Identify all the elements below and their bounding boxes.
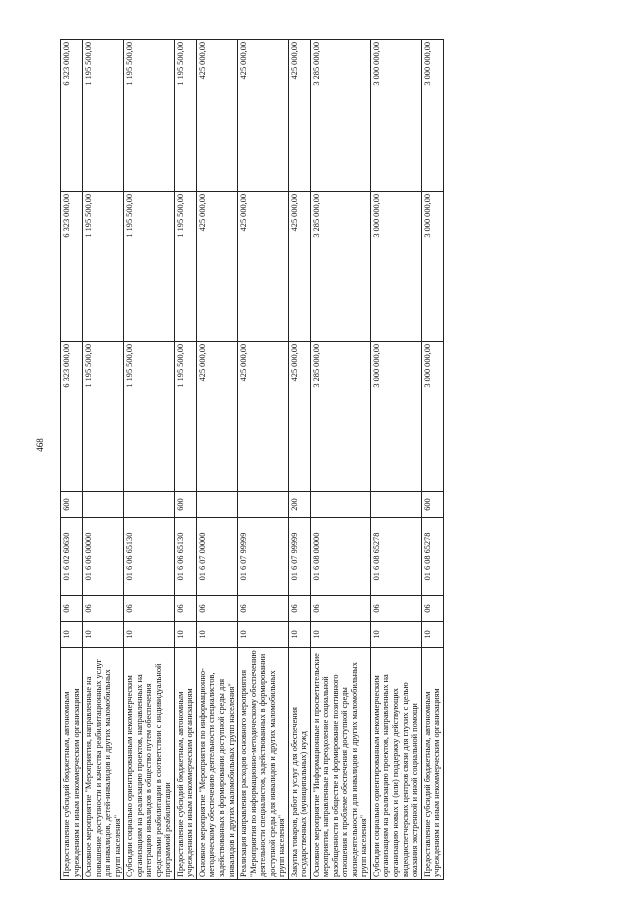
table-body [61, 40, 444, 880]
row-expense-type: 600 [61, 492, 83, 518]
row-section: 10 [124, 622, 175, 648]
row-amount-1: 425 000,00 [288, 342, 310, 492]
row-subsection: 06 [83, 596, 124, 622]
row-description: Основное мероприятие "Мероприятия, направленные на повышение доступности и качества реабилитационных услуг для инвалидов, детей-инвалидов и других маломобильных групп населения" [83, 648, 124, 880]
row-expense-type [196, 492, 237, 518]
row-amount-2: 1 195 500,00 [83, 192, 124, 342]
row-section: 10 [421, 622, 443, 648]
row-subsection: 06 [61, 596, 83, 622]
row-amount-2: 1 195 500,00 [124, 192, 175, 342]
row-amount-2: 425 000,00 [288, 192, 310, 342]
row-amount-2: 425 000,00 [196, 192, 237, 342]
row-description: Предоставление субсидий бюджетным, автономным учреждениям и иным некоммерческим организациям [421, 648, 443, 880]
table-row [288, 40, 310, 880]
row-amount-1: 1 195 500,00 [83, 342, 124, 492]
row-target-article: 01 6 06 65130 [124, 518, 175, 596]
row-expense-type [370, 492, 421, 518]
row-amount-1: 1 195 500,00 [124, 342, 175, 492]
row-amount-2: 3 000 000,00 [370, 192, 421, 342]
row-amount-3: 3 000 000,00 [421, 40, 443, 192]
table-row [83, 40, 124, 880]
row-section: 10 [83, 622, 124, 648]
row-subsection: 06 [174, 596, 196, 622]
row-target-article: 01 6 08 65278 [421, 518, 443, 596]
row-amount-1: 1 195 500,00 [174, 342, 196, 492]
row-subsection: 06 [288, 596, 310, 622]
row-amount-1: 3 000 000,00 [370, 342, 421, 492]
row-target-article: 01 6 08 65278 [370, 518, 421, 596]
row-section: 10 [61, 622, 83, 648]
row-amount-3: 6 323 000,00 [61, 40, 83, 192]
row-expense-type [310, 492, 370, 518]
row-section: 10 [174, 622, 196, 648]
table-row [124, 40, 175, 880]
row-subsection: 06 [370, 596, 421, 622]
table-row [196, 40, 237, 880]
row-amount-3: 425 000,00 [196, 40, 237, 192]
row-description: Реализация направления расходов основного мероприятия "Мероприятия по информационно-методическому обеспечению деятельности специалистов, задействованных в формировании доступной среды для инвалидов и других маломобильных групп населения" [238, 648, 289, 880]
row-amount-2: 1 195 500,00 [174, 192, 196, 342]
row-amount-3: 1 195 500,00 [124, 40, 175, 192]
row-section: 10 [196, 622, 237, 648]
row-subsection: 06 [124, 596, 175, 622]
row-description: Субсидии социально ориентированным некоммерческим организациям на реализацию проектов, направленных на интеграцию инвалидов в общество путем обеспечения средствами реабилитации в соответствии с индивидуальной программой реабилитации [124, 648, 175, 880]
row-amount-2: 3 285 000,00 [310, 192, 370, 342]
row-subsection: 06 [310, 596, 370, 622]
row-target-article: 01 6 07 00000 [196, 518, 237, 596]
row-amount-1: 6 323 000,00 [61, 342, 83, 492]
row-section: 10 [370, 622, 421, 648]
row-subsection: 06 [196, 596, 237, 622]
row-amount-3: 1 195 500,00 [83, 40, 124, 192]
row-amount-2: 6 323 000,00 [61, 192, 83, 342]
row-target-article: 01 6 06 65130 [174, 518, 196, 596]
row-amount-3: 3 000 000,00 [370, 40, 421, 192]
table-row [61, 40, 83, 880]
row-description: Субсидии социально ориентированным некоммерческим организациям на реализацию проектов, направленных на организацию новых и (или) поддержку действующих видеодиспетчерских центров связи для глухих с целью оказания экстренной и иной социальной помощи [370, 648, 421, 880]
row-target-article: 01 6 07 99999 [238, 518, 289, 596]
row-subsection: 06 [238, 596, 289, 622]
row-target-article: 01 6 07 99999 [288, 518, 310, 596]
row-amount-2: 425 000,00 [238, 192, 289, 342]
row-expense-type [238, 492, 289, 518]
row-target-article: 01 6 06 00000 [83, 518, 124, 596]
rotated-table-container [60, 40, 580, 880]
row-section: 10 [310, 622, 370, 648]
budget-table [60, 39, 444, 880]
row-section: 10 [288, 622, 310, 648]
row-description: Закупка товаров, работ и услуг для обеспечения государственных (муниципальных) нужд [288, 648, 310, 880]
row-amount-2: 3 000 000,00 [421, 192, 443, 342]
rotated-page [60, 40, 580, 880]
table-row [174, 40, 196, 880]
row-expense-type [124, 492, 175, 518]
row-description: Предоставление субсидий бюджетным, автономным учреждениям и иным некоммерческим организациям [174, 648, 196, 880]
row-target-article: 01 6 08 00000 [310, 518, 370, 596]
row-subsection: 06 [421, 596, 443, 622]
row-description: Основное мероприятие "Информационные и просветительские мероприятия, направленные на преодоление социальной разобщенности в обществе и формирование позитивного отношения к проблеме обеспечения доступной среды жизнедеятельности для инвалидов и других маломобильных групп населения" [310, 648, 370, 880]
row-amount-1: 425 000,00 [238, 342, 289, 492]
table-row [370, 40, 421, 880]
row-amount-1: 3 285 000,00 [310, 342, 370, 492]
row-expense-type: 600 [174, 492, 196, 518]
row-expense-type: 600 [421, 492, 443, 518]
row-amount-3: 425 000,00 [238, 40, 289, 192]
table-row [238, 40, 289, 880]
row-expense-type [83, 492, 124, 518]
row-amount-3: 3 285 000,00 [310, 40, 370, 192]
row-expense-type: 200 [288, 492, 310, 518]
row-description: Предоставление субсидий бюджетным, автономным учреждениям и иным некоммерческим организациям [61, 648, 83, 880]
row-description: Основное мероприятие "Мероприятия по информационно-методическому обеспечению деятельности специалистов, задействованных в формировании доступной среды для инвалидов и других маломобильных групп населения" [196, 648, 237, 880]
table-row [421, 40, 443, 880]
row-amount-3: 425 000,00 [288, 40, 310, 192]
row-amount-3: 1 195 500,00 [174, 40, 196, 192]
row-target-article: 01 6 02 60630 [61, 518, 83, 596]
page-number: 468 [35, 438, 45, 452]
row-amount-1: 3 000 000,00 [421, 342, 443, 492]
table-row [310, 40, 370, 880]
row-amount-1: 425 000,00 [196, 342, 237, 492]
row-section: 10 [238, 622, 289, 648]
